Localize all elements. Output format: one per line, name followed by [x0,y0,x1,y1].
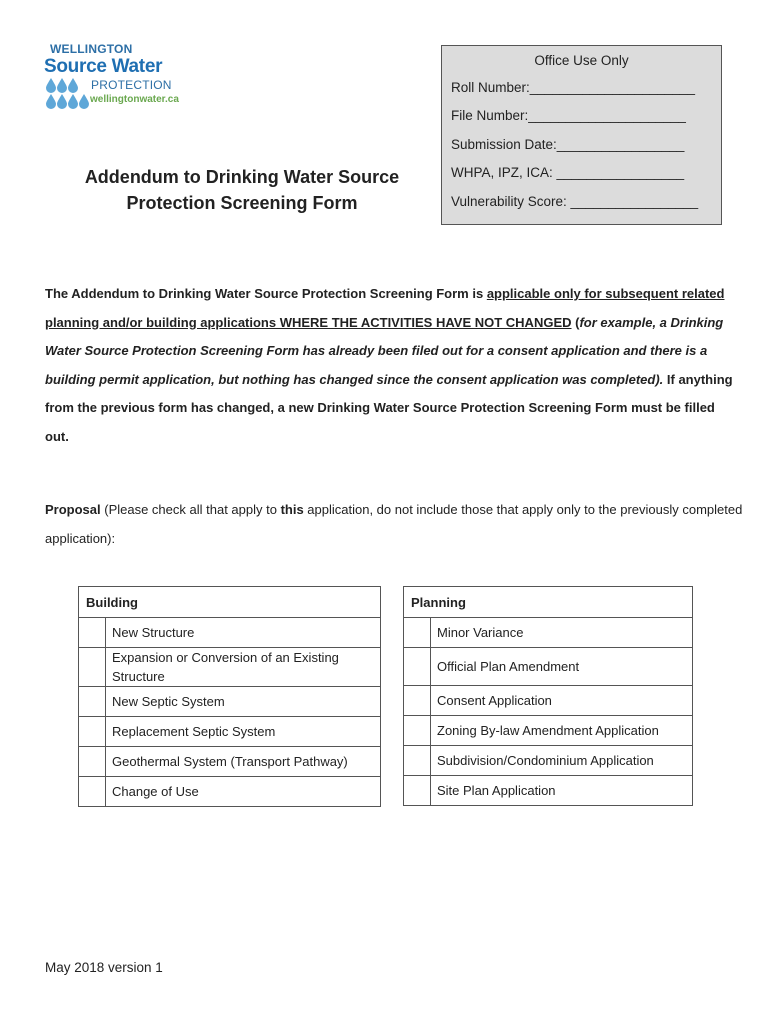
new-structure-checkbox[interactable] [79,618,106,648]
table-row [79,648,381,687]
proposal-bold-this: this [280,502,304,517]
checklist-label: Replacement Septic System [106,717,381,747]
intro-underlined-text: applicable only for subsequent related planning and/or building applications WHERE THE ACTIVITIES HAVE NOT CHANGED [45,286,725,330]
proposal-label: Proposal [45,502,101,517]
planning-header: Planning [404,587,693,618]
checklist-label: Consent Application [431,686,693,716]
minor-variance-checkbox[interactable] [404,618,431,648]
new-septic-checkbox[interactable] [79,687,106,717]
logo-wellington: WELLINGTON [50,42,133,56]
table-row [404,716,693,746]
proposal-text-1: (Please check all that apply to [100,502,281,517]
wellington-source-water-logo [44,40,184,112]
intro-text-2: ( [571,314,580,330]
table-row [404,686,693,716]
proposal-text-2: application, do not include those that apply only to the previously completed application): [45,502,743,546]
table-row [404,776,693,806]
whpa-ipz-ica-field: WHPA, IPZ, ICA: _________________ [451,165,685,180]
geothermal-checkbox[interactable] [79,747,106,777]
intro-paragraph [45,280,735,451]
table-row [79,687,381,717]
checklist-label: Official Plan Amendment [431,648,693,686]
submission-date-field: Submission Date:_________________ [451,137,685,152]
form-title [60,164,424,216]
title-line-1: Addendum to Drinking Water Source [84,167,400,187]
version-footer: May 2018 version 1 [45,960,163,975]
checklist-label: Site Plan Application [431,776,693,806]
subdivision-condominium-checkbox[interactable] [404,746,431,776]
table-row [404,618,693,648]
consent-application-checkbox[interactable] [404,686,431,716]
table-row [79,717,381,747]
checklist-label: Zoning By-law Amendment Application [431,716,693,746]
checklist-label: Change of Use [106,777,381,807]
office-use-heading: Office Use Only [534,53,629,68]
planning-checklist [403,586,693,806]
site-plan-checkbox[interactable] [404,776,431,806]
checklist-label: Geothermal System (Transport Pathway) [106,747,381,777]
roll-number-field: Roll Number:______________________ [451,80,695,95]
logo-website: wellingtonwater.ca [90,94,179,105]
building-checklist [78,586,381,807]
table-row [79,747,381,777]
logo-protection: PROTECTION [91,78,172,92]
building-header: Building [79,587,381,618]
intro-text-1: The Addendum to Drinking Water Source Protection Screening Form is [45,286,487,301]
intro-example-text: for example, a Drinking Water Source Protection Screening Form has already been filed out for a consent application and there is a building permit application, but nothing has changed since the consent application was completed). [45,314,724,387]
replacement-septic-checkbox[interactable] [79,717,106,747]
table-row [79,618,381,648]
water-drops-icon [44,76,90,112]
logo-source-water: Source Water [44,56,163,77]
checklist-label: New Septic System [106,687,381,717]
checklist-label: New Structure [106,618,381,648]
intro-text-3: If anything from the previous form has changed, a new Drinking Water Source Protection Screening Form must be filled out. [45,371,733,444]
file-number-field: File Number:_____________________ [451,108,686,123]
table-row [79,777,381,807]
checklist-label: Minor Variance [431,618,693,648]
checklist-label: Subdivision/Condominium Application [431,746,693,776]
official-plan-amendment-checkbox[interactable] [404,648,431,686]
table-row [404,648,693,686]
change-of-use-checkbox[interactable] [79,777,106,807]
title-line-2: Protection Screening Form [126,193,358,213]
checklist-label: Expansion or Conversion of an Existing Structure [106,648,381,687]
proposal-paragraph [45,495,745,553]
vulnerability-score-field: Vulnerability Score: _________________ [451,194,699,209]
office-use-box [441,45,722,225]
expansion-conversion-checkbox[interactable] [79,648,106,687]
table-row [404,746,693,776]
zoning-bylaw-checkbox[interactable] [404,716,431,746]
